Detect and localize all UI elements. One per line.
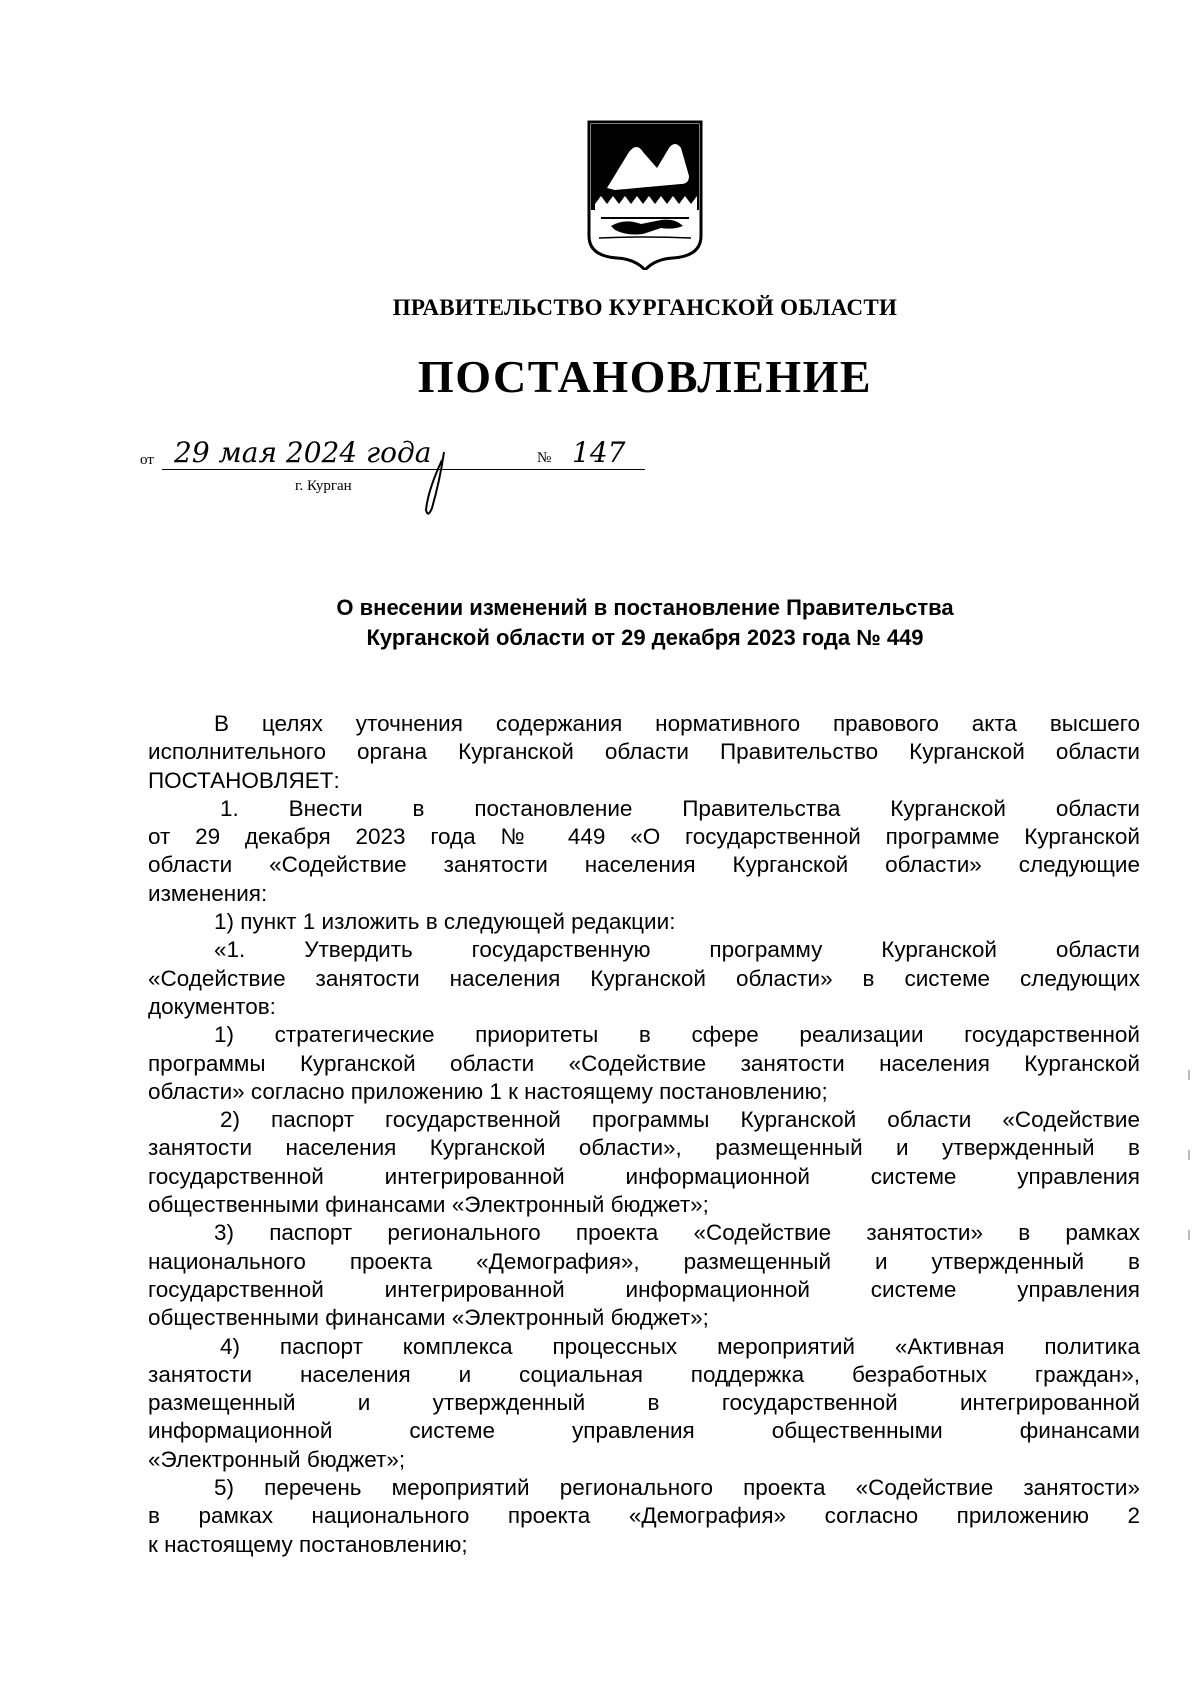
document-type-heading: ПОСТАНОВЛЕНИЕ <box>417 351 873 402</box>
scan-mark <box>1188 1230 1190 1240</box>
body-line: общественными финансами «Электронный бюджет»; <box>148 1192 709 1218</box>
body-line: 1. Внести в постановление Правительства Курганской области <box>220 795 1140 821</box>
body-line: В целях уточнения содержания нормативного правового акта высшего <box>214 711 1140 736</box>
body-line: 5) перечень мероприятий регионального проекта «Содействие занятости» <box>214 1475 1140 1501</box>
decree-title-line: О внесении изменений в постановление Правительства <box>336 595 954 620</box>
body-line: области «Содействие занятости населения Курганской области» следующие <box>148 852 1140 878</box>
body-line: к настоящему постановлению; <box>148 1531 468 1557</box>
body-line: «Содействие занятости населения Курганской области» в системе следующих <box>148 965 1140 991</box>
scan-margin-marks <box>1188 1070 1192 1310</box>
body-line: программы Курганской области «Содействие занятости населения Курганской <box>148 1050 1140 1076</box>
body-line: 2) паспорт государственной программы Курганской области «Содействие <box>220 1107 1140 1133</box>
scan-mark <box>1188 1150 1190 1160</box>
body-line: 4) паспорт комплекса процессных мероприятий «Активная политика <box>220 1333 1140 1359</box>
decree-body <box>148 710 1140 1559</box>
body-line: занятости населения Курганской области», размещенный и утвержденный в <box>148 1135 1140 1161</box>
body-line: размещенный и утвержденный в государственной интегрированной <box>148 1390 1140 1416</box>
body-line: общественными финансами «Электронный бюджет»; <box>148 1305 709 1331</box>
government-name: ПРАВИТЕЛЬСТВО КУРГАНСКОЙ ОБЛАСТИ <box>392 295 898 320</box>
city-label: г. Курган <box>295 478 352 494</box>
date-from-label: от <box>140 452 154 468</box>
handwritten-number: 147 <box>572 436 626 469</box>
decree-title-line: Курганской области от 29 декабря 2023 года № 449 <box>366 625 924 650</box>
handwritten-date: 29 мая 2024 года <box>174 436 432 469</box>
body-line: документов: <box>148 993 276 1019</box>
body-line: от 29 декабря 2023 года № 449 «О государственной программе Курганской <box>148 824 1140 850</box>
body-line: государственной интегрированной информационной системе управления <box>148 1163 1140 1189</box>
body-line: 3) паспорт регионального проекта «Содействие занятости» в рамках <box>214 1220 1140 1246</box>
body-line: в рамках национального проекта «Демография» согласно приложению 2 <box>148 1503 1140 1529</box>
body-line: «1. Утвердить государственную программу Курганской области <box>214 937 1140 963</box>
date-field <box>162 436 645 470</box>
decree-title <box>150 593 1140 653</box>
body-line: исполнительного органа Курганской области Правительство Курганской области <box>148 739 1140 765</box>
coat-of-arms-emblem <box>585 118 705 270</box>
body-line: 1) пункт 1 изложить в следующей редакции: <box>214 909 676 935</box>
number-label: № <box>537 450 552 466</box>
body-line: государственной интегрированной информационной системе управления <box>148 1276 1140 1302</box>
body-line: 1) стратегические приоритеты в сфере реализации государственной <box>214 1022 1140 1048</box>
body-line: «Электронный бюджет»; <box>148 1446 406 1472</box>
dateline <box>140 436 660 520</box>
body-line: изменения: <box>148 880 268 906</box>
body-line: информационной системе управления общественными финансами <box>148 1418 1140 1444</box>
body-line: ПОСТАНОВЛЯЕТ: <box>148 767 340 793</box>
body-line: области» согласно приложению 1 к настоящему постановлению; <box>148 1078 828 1104</box>
body-line: занятости населения и социальная поддержка безработных граждан», <box>148 1361 1140 1387</box>
handwritten-stroke <box>418 450 458 520</box>
scan-mark <box>1188 1070 1190 1080</box>
body-line: национального проекта «Демография», размещенный и утвержденный в <box>148 1248 1140 1274</box>
